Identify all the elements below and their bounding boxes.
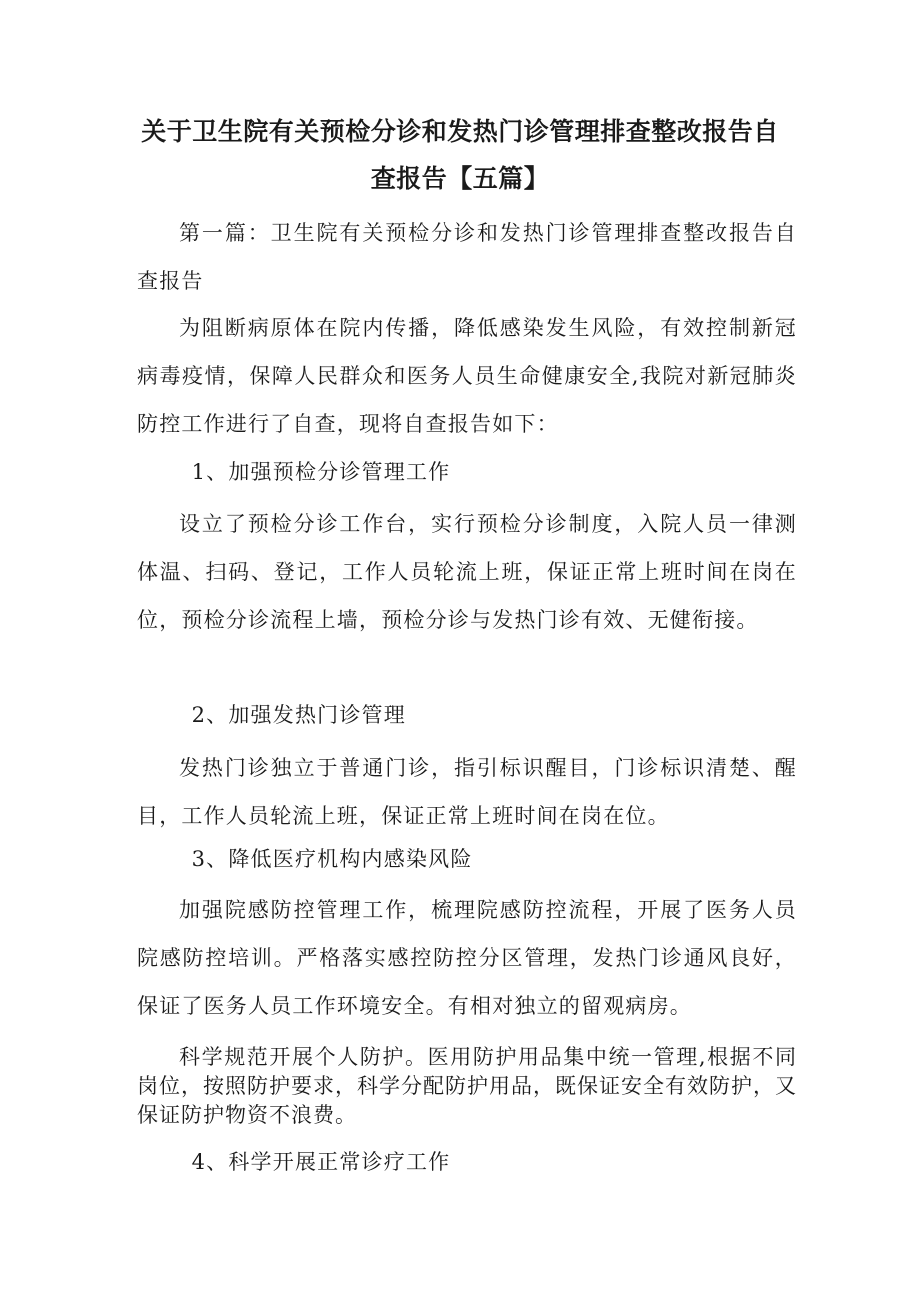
section-1-body: 设立了预检分诊工作台，实行预检分诊制度，入院人员一律测体温、扫码、登记，工作人员轮流上班，保证正常上班时间在岗在位，预检分诊流程上墙，预检分诊与发热门诊有效、无健衔接。 xyxy=(137,512,797,632)
section-3-body: 加强院感防控管理工作，梳理院感防控流程，开展了医务人员院感防控培训。严格落实感控防控分区管理，发热门诊通风良好，保证了医务人员工作环境安全。有相对独立的留观病房。 xyxy=(137,898,797,1018)
document-title-line-1: 关于卫生院有关预检分诊和发热门诊管理排查整改报告自 xyxy=(141,117,779,146)
document-title-line-2: 查报告【五篇】 xyxy=(370,164,550,193)
section-2-heading: 2、加强发热门诊管理 xyxy=(191,703,406,727)
article-subtitle: 第一篇：卫生院有关预检分诊和发热门诊管理排查整改报告自查报告 xyxy=(137,221,797,293)
section-3-body-2: 科学规范开展个人防护。医用防护用品集中统一管理,根据不同岗位，按照防护要求，科学分配防护用品，既保证安全有效防护，又保证防护物资不浪费。 xyxy=(137,1045,797,1127)
section-4-heading: 4、科学开展正常诊疗工作 xyxy=(191,1150,451,1174)
section-2-body: 发热门诊独立于普通门诊，指引标识醒目，门诊标识清楚、醒目，工作人员轮流上班，保证正常上班时间在岗在位。 xyxy=(137,756,797,828)
section-1-heading: 1、加强预检分诊管理工作 xyxy=(191,460,451,484)
intro-paragraph: 为阻断病原体在院内传播，降低感染发生风险，有效控制新冠病毒疫情，保障人民群众和医务人员生命健康安全,我院对新冠肺炎防控工作进行了自查，现将自查报告如下： xyxy=(137,316,797,436)
section-3-heading: 3、降低医疗机构内感染风险 xyxy=(191,847,473,871)
